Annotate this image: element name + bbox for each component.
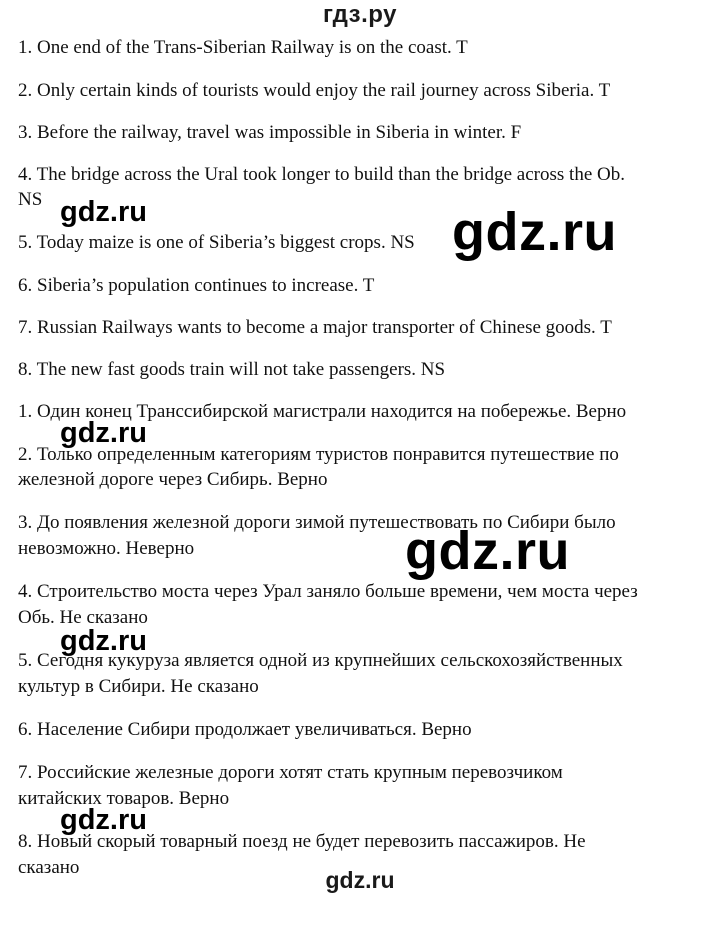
answer-line: железной дороге через Сибирь. Верно — [18, 469, 328, 490]
answer-line: 4. The bridge across the Ural took longer to build than the bridge across the Ob. — [18, 164, 625, 185]
answer-line: китайских товаров. Верно — [18, 788, 230, 809]
watermark: gdz.ru — [60, 625, 147, 657]
answer-line: 7. Russian Railways wants to become a major transporter of Chinese goods. T — [18, 317, 612, 338]
watermark: gdz.ru — [405, 521, 570, 581]
watermark: gdz.ru — [452, 202, 617, 262]
answer-line: невозможно. Неверно — [18, 538, 195, 559]
watermark: gdz.ru — [60, 804, 147, 836]
answer-line: 1. Один конец Транссибирской магистрали находится на побережье. Верно — [18, 401, 627, 422]
answer-line: 3. Before the railway, travel was impossible in Siberia in winter. F — [18, 122, 522, 143]
answer-line: 6. Siberia’s population continues to increase. T — [18, 275, 375, 296]
answer-line: 8. Новый скорый товарный поезд не будет перевозить пассажиров. Не — [18, 831, 586, 852]
watermark: gdz.ru — [60, 196, 147, 228]
answer-line: 4. Строительство моста через Урал заняло больше времени, чем моста через — [18, 581, 638, 602]
answer-line: NS — [18, 189, 43, 210]
answer-line: 8. The new fast goods train will not take passengers. NS — [18, 359, 446, 380]
answer-line: Обь. Не сказано — [18, 607, 148, 628]
answer-line: 5. Today maize is one of Siberia’s biggest crops. NS — [18, 232, 415, 253]
answer-line: 2. Только определенным категориям туристов понравится путешествие по — [18, 444, 619, 465]
answer-line: сказано — [18, 857, 80, 878]
answer-line: 5. Сегодня кукуруза является одной из крупнейших сельскохозяйственных — [18, 650, 623, 671]
answer-line: 3. До появления железной дороги зимой путешествовать по Сибири было — [18, 512, 616, 533]
answer-line: культур в Сибири. Не сказано — [18, 676, 259, 697]
site-footer: gdz.ru — [325, 867, 395, 893]
answer-line: 2. Only certain kinds of tourists would enjoy the rail journey across Siberia. T — [18, 80, 611, 101]
answer-line: 1. One end of the Trans-Siberian Railway is on the coast. T — [18, 37, 468, 58]
answer-line: 7. Российские железные дороги хотят стать крупным перевозчиком — [18, 762, 563, 783]
answer-line: 6. Население Сибири продолжает увеличиваться. Верно — [18, 719, 472, 740]
watermark: gdz.ru — [60, 417, 147, 449]
site-header: гдз.ру — [323, 1, 397, 28]
